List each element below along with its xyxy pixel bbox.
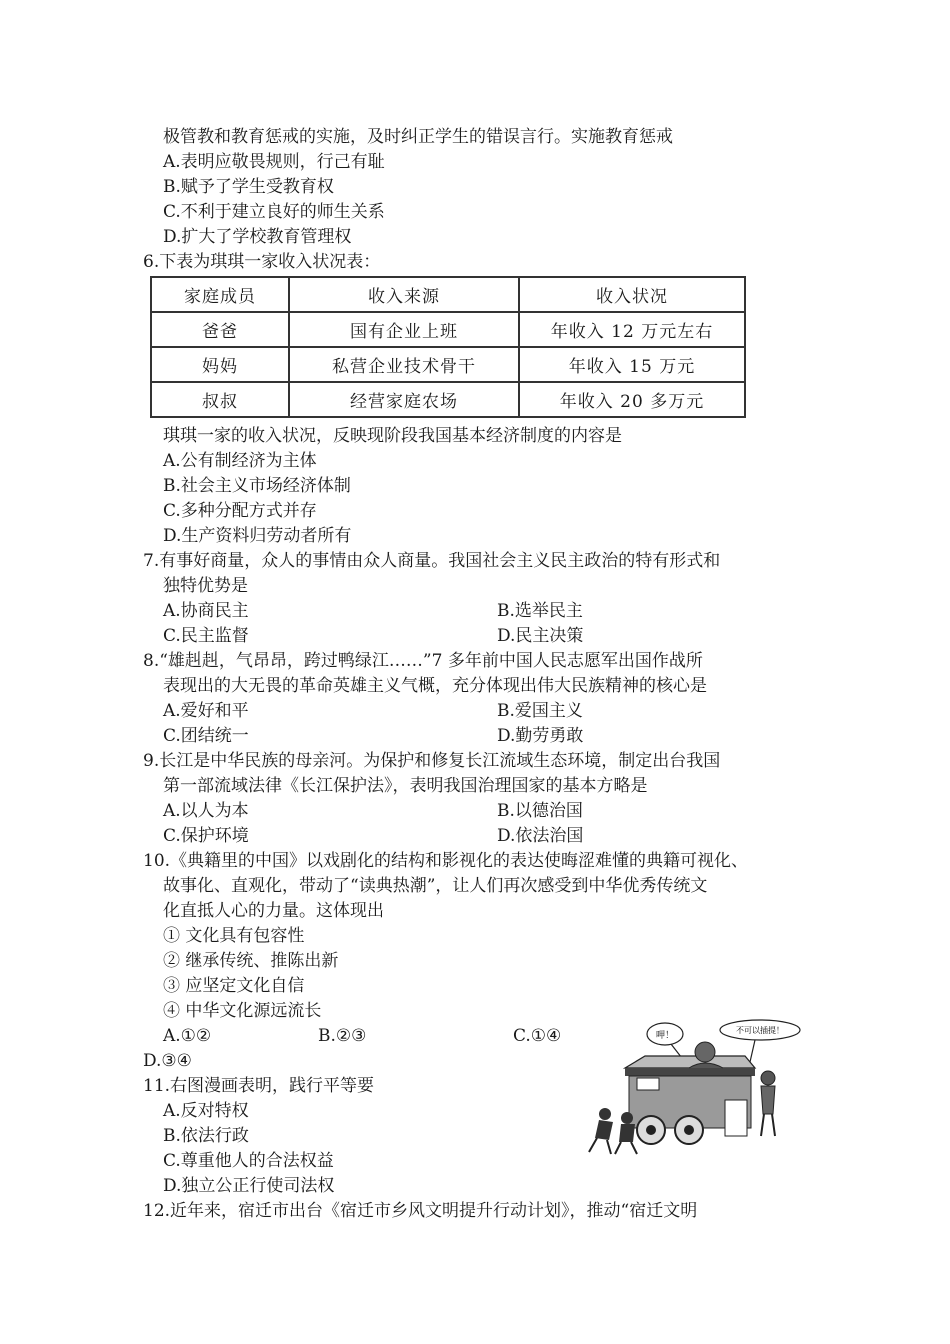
q10-option-c[interactable]: C.①④ [513, 1026, 562, 1046]
table-cell: 叔叔 [151, 382, 289, 417]
bubble-right-text: 不可以插提！ [736, 1026, 784, 1035]
q7-option-a[interactable]: A.协商民主 [163, 601, 249, 621]
counter-sign [637, 1078, 659, 1090]
q9-option-a[interactable]: A.以人为本 [163, 801, 249, 821]
q10-item-4: ④ 中华文化源远流长 [163, 1001, 322, 1021]
q8-option-a[interactable]: A.爱好和平 [163, 701, 249, 721]
q10-item-3: ③ 应坚定文化自信 [163, 976, 305, 996]
q11-option-d[interactable]: D.独立公正行使司法权 [163, 1176, 335, 1196]
q10-stem-line2: 故事化、直观化，带动了“读典热潮”，让人们再次感受到中华优秀传统文 [163, 876, 708, 896]
q9-option-b[interactable]: B.以德治国 [497, 801, 583, 821]
runner-head [599, 1108, 611, 1120]
q6-option-c[interactable]: C.多种分配方式并存 [163, 501, 317, 521]
income-table [150, 276, 746, 418]
q6-question: 琪琪一家的收入状况，反映现阶段我国基本经济制度的内容是 [163, 426, 622, 446]
table-header: 收入状况 [519, 277, 745, 312]
table-cell: 年收入 15 万元 [519, 347, 745, 382]
q11-stem: 11.右图漫画表明，践行平等要 [143, 1076, 375, 1096]
q6-option-a[interactable]: A.公有制经济为主体 [163, 451, 317, 471]
q6-stem: 6.下表为琪琪一家收入状况表： [143, 252, 381, 272]
q8-option-c[interactable]: C.团结统一 [163, 726, 249, 746]
counter-top [625, 1068, 755, 1076]
table-cell: 爸爸 [151, 312, 289, 347]
q9-stem-line2: 第一部流域法律《长江保护法》，表明我国治理国家的基本方略是 [163, 776, 648, 796]
q11-option-a[interactable]: A.反对特权 [163, 1101, 249, 1121]
table-cell: 国有企业上班 [289, 312, 519, 347]
table-header: 收入来源 [289, 277, 519, 312]
q5-option-d[interactable]: D.扩大了学校教育管理权 [163, 227, 352, 247]
table-cell: 妈妈 [151, 347, 289, 382]
q8-stem-line1: 8.“雄赳赳，气昂昂，跨过鸭绿江……”7 多年前中国人民志愿军出国作战所 [143, 651, 703, 671]
q9-option-d[interactable]: D.依法治国 [497, 826, 584, 846]
q10-option-d[interactable]: D.③④ [143, 1051, 192, 1071]
bubble-left-text: 呷！ [655, 1031, 675, 1041]
q11-option-c[interactable]: C.尊重他人的合法权益 [163, 1151, 334, 1171]
q10-stem-line3: 化直抵人心的力量。这体现出 [163, 901, 384, 921]
q12-stem-line1: 12.近年来，宿迁市出台《宿迁市乡风文明提升行动计划》，推动“宿迁文明 [143, 1201, 698, 1221]
q7-option-b[interactable]: B.选举民主 [497, 601, 583, 621]
q6-option-d[interactable]: D.生产资料归劳动者所有 [163, 526, 352, 546]
table-header: 家庭成员 [151, 277, 289, 312]
table-row [151, 347, 745, 382]
q10-option-b[interactable]: B.②③ [318, 1026, 367, 1046]
q9-option-c[interactable]: C.保护环境 [163, 826, 249, 846]
q8-option-b[interactable]: B.爱国主义 [497, 701, 583, 721]
cartoon-illustration [585, 1018, 825, 1158]
q10-option-a[interactable]: A.①② [163, 1026, 212, 1046]
q8-stem-line2: 表现出的大无畏的革命英雄主义气概，充分体现出伟大民族精神的核心是 [163, 676, 707, 696]
q5-option-b[interactable]: B.赋予了学生受教育权 [163, 177, 334, 197]
table-row [151, 382, 745, 417]
q11-option-b[interactable]: B.依法行政 [163, 1126, 249, 1146]
q5-stem-tail: 极管教和教育惩戒的实施，及时纠正学生的错误言行。实施教育惩戒 [163, 127, 673, 147]
q8-option-d[interactable]: D.勤劳勇敢 [497, 726, 584, 746]
q10-stem-line1: 10.《典籍里的中国》以戏剧化的结构和影视化的表达使晦涩难懂的典籍可视化、 [143, 851, 749, 871]
q5-option-c[interactable]: C.不利于建立良好的师生关系 [163, 202, 385, 222]
table-cell: 经营家庭农场 [289, 382, 519, 417]
q7-option-d[interactable]: D.民主决策 [497, 626, 584, 646]
q7-stem-line1: 7.有事好商量，众人的事情由众人商量。我国社会主义民主政治的特有形式和 [143, 551, 721, 571]
q7-stem-line2: 独特优势是 [163, 576, 248, 596]
table-cell: 私营企业技术骨干 [289, 347, 519, 382]
notice-paper [725, 1100, 747, 1136]
table-cell: 年收入 20 多万元 [519, 382, 745, 417]
q7-option-c[interactable]: C.民主监督 [163, 626, 249, 646]
table-header-row [151, 277, 745, 312]
q9-stem-line1: 9.长江是中华民族的母亲河。为保护和修复长江流域生态环境，制定出台我国 [143, 751, 721, 771]
q10-item-2: ② 继承传统、推陈出新 [163, 951, 339, 971]
q6-option-b[interactable]: B.社会主义市场经济体制 [163, 476, 351, 496]
table-cell: 年收入 12 万元左右 [519, 312, 745, 347]
q10-item-1: ① 文化具有包容性 [163, 926, 305, 946]
official-head [695, 1042, 715, 1062]
runner-head [621, 1112, 633, 1124]
boy-head [761, 1071, 775, 1085]
table-row [151, 312, 745, 347]
counter-roof [625, 1056, 755, 1068]
q5-option-a[interactable]: A.表明应敬畏规则，行己有耻 [163, 152, 385, 172]
